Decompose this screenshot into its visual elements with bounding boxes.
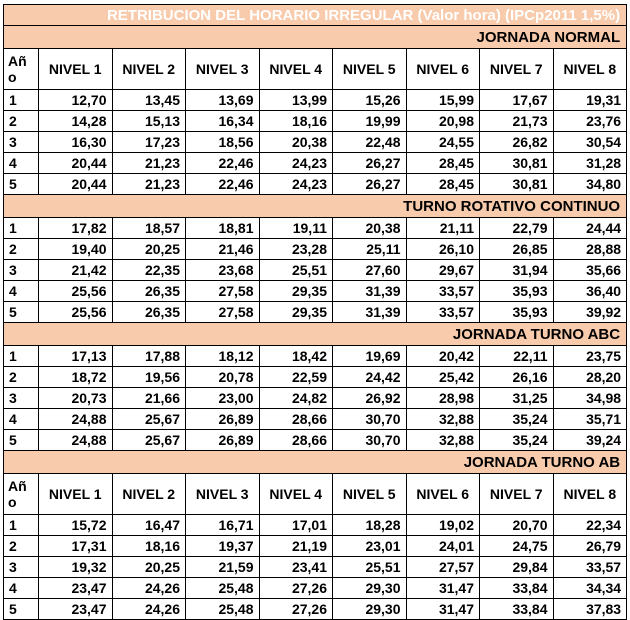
value-cell: 18,72 [39, 367, 113, 388]
value-cell: 14,28 [39, 111, 113, 132]
value-cell: 33,57 [406, 281, 480, 302]
value-cell: 19,32 [39, 557, 113, 578]
value-cell: 24,26 [112, 578, 186, 599]
value-cell: 25,67 [112, 430, 186, 451]
year-cell: 2 [4, 111, 39, 132]
value-cell: 27,57 [406, 557, 480, 578]
level-column-header: NIVEL 7 [480, 49, 554, 90]
value-cell: 24,26 [112, 599, 186, 620]
value-cell: 25,51 [259, 260, 333, 281]
value-cell: 30,81 [480, 153, 554, 174]
value-cell: 18,57 [112, 218, 186, 239]
value-cell: 24,44 [553, 218, 627, 239]
value-cell: 19,11 [259, 218, 333, 239]
table-row [4, 557, 627, 578]
value-cell: 19,69 [333, 346, 407, 367]
value-cell: 23,76 [553, 111, 627, 132]
level-column-header: NIVEL 5 [333, 49, 407, 90]
value-cell: 26,35 [112, 302, 186, 323]
year-cell: 1 [4, 90, 39, 111]
value-cell: 25,56 [39, 281, 113, 302]
table-row [4, 281, 627, 302]
value-cell: 25,48 [186, 578, 260, 599]
value-cell: 30,54 [553, 132, 627, 153]
level-column-header: NIVEL 8 [553, 474, 627, 515]
value-cell: 24,88 [39, 409, 113, 430]
value-cell: 31,39 [333, 302, 407, 323]
value-cell: 25,51 [333, 557, 407, 578]
value-cell: 29,30 [333, 599, 407, 620]
value-cell: 17,82 [39, 218, 113, 239]
value-cell: 20,44 [39, 153, 113, 174]
value-cell: 19,31 [553, 90, 627, 111]
value-cell: 19,99 [333, 111, 407, 132]
value-cell: 26,79 [553, 536, 627, 557]
table-body [4, 5, 627, 620]
value-cell: 22,34 [553, 515, 627, 536]
value-cell: 34,80 [553, 174, 627, 195]
section-title: JORNADA TURNO ABC [4, 323, 627, 346]
table-row [4, 111, 627, 132]
value-cell: 27,58 [186, 281, 260, 302]
value-cell: 31,25 [480, 388, 554, 409]
value-cell: 29,35 [259, 302, 333, 323]
value-cell: 33,57 [553, 557, 627, 578]
value-cell: 27,26 [259, 599, 333, 620]
value-cell: 16,34 [186, 111, 260, 132]
table-row [4, 132, 627, 153]
table-row [4, 174, 627, 195]
column-header-row [4, 474, 627, 515]
value-cell: 30,70 [333, 409, 407, 430]
value-cell: 22,11 [480, 346, 554, 367]
year-cell: 2 [4, 239, 39, 260]
value-cell: 35,24 [480, 430, 554, 451]
value-cell: 20,42 [406, 346, 480, 367]
value-cell: 27,58 [186, 302, 260, 323]
value-cell: 15,72 [39, 515, 113, 536]
value-cell: 19,02 [406, 515, 480, 536]
section-header-row [4, 323, 627, 346]
value-cell: 28,88 [553, 239, 627, 260]
value-cell: 29,30 [333, 578, 407, 599]
value-cell: 26,27 [333, 174, 407, 195]
value-cell: 15,99 [406, 90, 480, 111]
value-cell: 20,78 [186, 367, 260, 388]
value-cell: 28,66 [259, 409, 333, 430]
value-cell: 20,25 [112, 557, 186, 578]
column-header-row [4, 49, 627, 90]
value-cell: 33,84 [480, 578, 554, 599]
year-cell: 4 [4, 409, 39, 430]
value-cell: 27,26 [259, 578, 333, 599]
value-cell: 16,71 [186, 515, 260, 536]
value-cell: 20,38 [333, 218, 407, 239]
table-row [4, 346, 627, 367]
value-cell: 39,92 [553, 302, 627, 323]
value-cell: 24,01 [406, 536, 480, 557]
table-row [4, 302, 627, 323]
table-row [4, 536, 627, 557]
value-cell: 27,60 [333, 260, 407, 281]
value-cell: 22,79 [480, 218, 554, 239]
value-cell: 26,10 [406, 239, 480, 260]
year-cell: 4 [4, 578, 39, 599]
value-cell: 28,45 [406, 174, 480, 195]
value-cell: 23,68 [186, 260, 260, 281]
value-cell: 16,30 [39, 132, 113, 153]
year-cell: 5 [4, 174, 39, 195]
year-cell: 5 [4, 302, 39, 323]
value-cell: 29,35 [259, 281, 333, 302]
value-cell: 28,45 [406, 153, 480, 174]
value-cell: 18,81 [186, 218, 260, 239]
value-cell: 19,37 [186, 536, 260, 557]
section-header-row [4, 26, 627, 49]
year-cell: 3 [4, 388, 39, 409]
value-cell: 24,23 [259, 153, 333, 174]
value-cell: 20,98 [406, 111, 480, 132]
value-cell: 21,19 [259, 536, 333, 557]
table-row [4, 578, 627, 599]
year-cell: 1 [4, 218, 39, 239]
value-cell: 26,89 [186, 409, 260, 430]
value-cell: 26,16 [480, 367, 554, 388]
value-cell: 18,16 [259, 111, 333, 132]
table-row [4, 515, 627, 536]
level-column-header: NIVEL 1 [39, 49, 113, 90]
value-cell: 26,35 [112, 281, 186, 302]
value-cell: 17,01 [259, 515, 333, 536]
section-header-row [4, 451, 627, 474]
level-column-header: NIVEL 8 [553, 49, 627, 90]
value-cell: 21,59 [186, 557, 260, 578]
value-cell: 16,47 [112, 515, 186, 536]
value-cell: 39,24 [553, 430, 627, 451]
value-cell: 13,69 [186, 90, 260, 111]
value-cell: 22,46 [186, 174, 260, 195]
year-cell: 4 [4, 153, 39, 174]
value-cell: 32,88 [406, 409, 480, 430]
value-cell: 25,11 [333, 239, 407, 260]
value-cell: 31,94 [480, 260, 554, 281]
value-cell: 23,47 [39, 578, 113, 599]
value-cell: 25,67 [112, 409, 186, 430]
value-cell: 21,23 [112, 153, 186, 174]
value-cell: 17,23 [112, 132, 186, 153]
level-column-header: NIVEL 5 [333, 474, 407, 515]
value-cell: 24,75 [480, 536, 554, 557]
value-cell: 18,42 [259, 346, 333, 367]
value-cell: 28,66 [259, 430, 333, 451]
level-column-header: NIVEL 7 [480, 474, 554, 515]
level-column-header: NIVEL 4 [259, 49, 333, 90]
section-title: TURNO ROTATIVO CONTINUO [4, 195, 627, 218]
value-cell: 20,70 [480, 515, 554, 536]
year-cell: 3 [4, 557, 39, 578]
value-cell: 34,34 [553, 578, 627, 599]
value-cell: 24,82 [259, 388, 333, 409]
year-column-header: Añ o [4, 474, 39, 515]
value-cell: 25,48 [186, 599, 260, 620]
value-cell: 18,28 [333, 515, 407, 536]
value-cell: 19,40 [39, 239, 113, 260]
value-cell: 29,67 [406, 260, 480, 281]
value-cell: 37,83 [553, 599, 627, 620]
value-cell: 24,55 [406, 132, 480, 153]
section-header-row [4, 195, 627, 218]
retribution-table [3, 4, 627, 620]
value-cell: 24,42 [333, 367, 407, 388]
year-cell: 5 [4, 599, 39, 620]
value-cell: 21,23 [112, 174, 186, 195]
value-cell: 26,27 [333, 153, 407, 174]
table-row [4, 153, 627, 174]
table-row [4, 599, 627, 620]
value-cell: 30,81 [480, 174, 554, 195]
value-cell: 31,28 [553, 153, 627, 174]
value-cell: 13,99 [259, 90, 333, 111]
table-row [4, 430, 627, 451]
value-cell: 35,71 [553, 409, 627, 430]
value-cell: 20,44 [39, 174, 113, 195]
value-cell: 31,47 [406, 599, 480, 620]
value-cell: 12,70 [39, 90, 113, 111]
value-cell: 18,16 [112, 536, 186, 557]
value-cell: 20,25 [112, 239, 186, 260]
value-cell: 26,85 [480, 239, 554, 260]
value-cell: 21,42 [39, 260, 113, 281]
level-column-header: NIVEL 4 [259, 474, 333, 515]
year-cell: 2 [4, 536, 39, 557]
value-cell: 22,35 [112, 260, 186, 281]
year-cell: 2 [4, 367, 39, 388]
value-cell: 26,82 [480, 132, 554, 153]
value-cell: 21,11 [406, 218, 480, 239]
value-cell: 23,41 [259, 557, 333, 578]
table-row [4, 90, 627, 111]
value-cell: 35,24 [480, 409, 554, 430]
table-row [4, 239, 627, 260]
value-cell: 17,88 [112, 346, 186, 367]
year-column-header: Añ o [4, 49, 39, 90]
title-row [4, 5, 627, 26]
value-cell: 33,84 [480, 599, 554, 620]
value-cell: 33,57 [406, 302, 480, 323]
value-cell: 35,66 [553, 260, 627, 281]
table-title: RETRIBUCION DEL HORARIO IRREGULAR (Valor hora) (IPCp2011 1,5%) [4, 5, 627, 26]
value-cell: 20,38 [259, 132, 333, 153]
value-cell: 26,89 [186, 430, 260, 451]
level-column-header: NIVEL 2 [112, 49, 186, 90]
year-cell: 1 [4, 515, 39, 536]
value-cell: 24,88 [39, 430, 113, 451]
value-cell: 23,28 [259, 239, 333, 260]
value-cell: 22,46 [186, 153, 260, 174]
value-cell: 23,00 [186, 388, 260, 409]
salary-table-sheet [3, 4, 626, 620]
level-column-header: NIVEL 6 [406, 49, 480, 90]
value-cell: 19,56 [112, 367, 186, 388]
table-row [4, 367, 627, 388]
value-cell: 17,67 [480, 90, 554, 111]
level-column-header: NIVEL 3 [186, 474, 260, 515]
value-cell: 25,56 [39, 302, 113, 323]
value-cell: 35,93 [480, 302, 554, 323]
value-cell: 34,98 [553, 388, 627, 409]
value-cell: 36,40 [553, 281, 627, 302]
section-title: JORNADA NORMAL [4, 26, 627, 49]
value-cell: 28,98 [406, 388, 480, 409]
value-cell: 13,45 [112, 90, 186, 111]
year-cell: 5 [4, 430, 39, 451]
value-cell: 30,70 [333, 430, 407, 451]
year-cell: 1 [4, 346, 39, 367]
year-cell: 4 [4, 281, 39, 302]
value-cell: 28,20 [553, 367, 627, 388]
value-cell: 17,31 [39, 536, 113, 557]
value-cell: 21,73 [480, 111, 554, 132]
year-cell: 3 [4, 260, 39, 281]
value-cell: 31,47 [406, 578, 480, 599]
value-cell: 24,23 [259, 174, 333, 195]
value-cell: 17,13 [39, 346, 113, 367]
value-cell: 22,59 [259, 367, 333, 388]
value-cell: 26,92 [333, 388, 407, 409]
value-cell: 15,26 [333, 90, 407, 111]
level-column-header: NIVEL 1 [39, 474, 113, 515]
value-cell: 21,46 [186, 239, 260, 260]
table-row [4, 260, 627, 281]
level-column-header: NIVEL 2 [112, 474, 186, 515]
level-column-header: NIVEL 3 [186, 49, 260, 90]
value-cell: 23,47 [39, 599, 113, 620]
value-cell: 15,13 [112, 111, 186, 132]
year-cell: 3 [4, 132, 39, 153]
table-row [4, 218, 627, 239]
value-cell: 20,73 [39, 388, 113, 409]
level-column-header: NIVEL 6 [406, 474, 480, 515]
table-row [4, 409, 627, 430]
value-cell: 31,39 [333, 281, 407, 302]
table-row [4, 388, 627, 409]
value-cell: 35,93 [480, 281, 554, 302]
value-cell: 21,66 [112, 388, 186, 409]
value-cell: 23,75 [553, 346, 627, 367]
value-cell: 25,42 [406, 367, 480, 388]
value-cell: 18,12 [186, 346, 260, 367]
value-cell: 22,48 [333, 132, 407, 153]
value-cell: 29,84 [480, 557, 554, 578]
section-title: JORNADA TURNO AB [4, 451, 627, 474]
value-cell: 18,56 [186, 132, 260, 153]
value-cell: 32,88 [406, 430, 480, 451]
value-cell: 23,01 [333, 536, 407, 557]
